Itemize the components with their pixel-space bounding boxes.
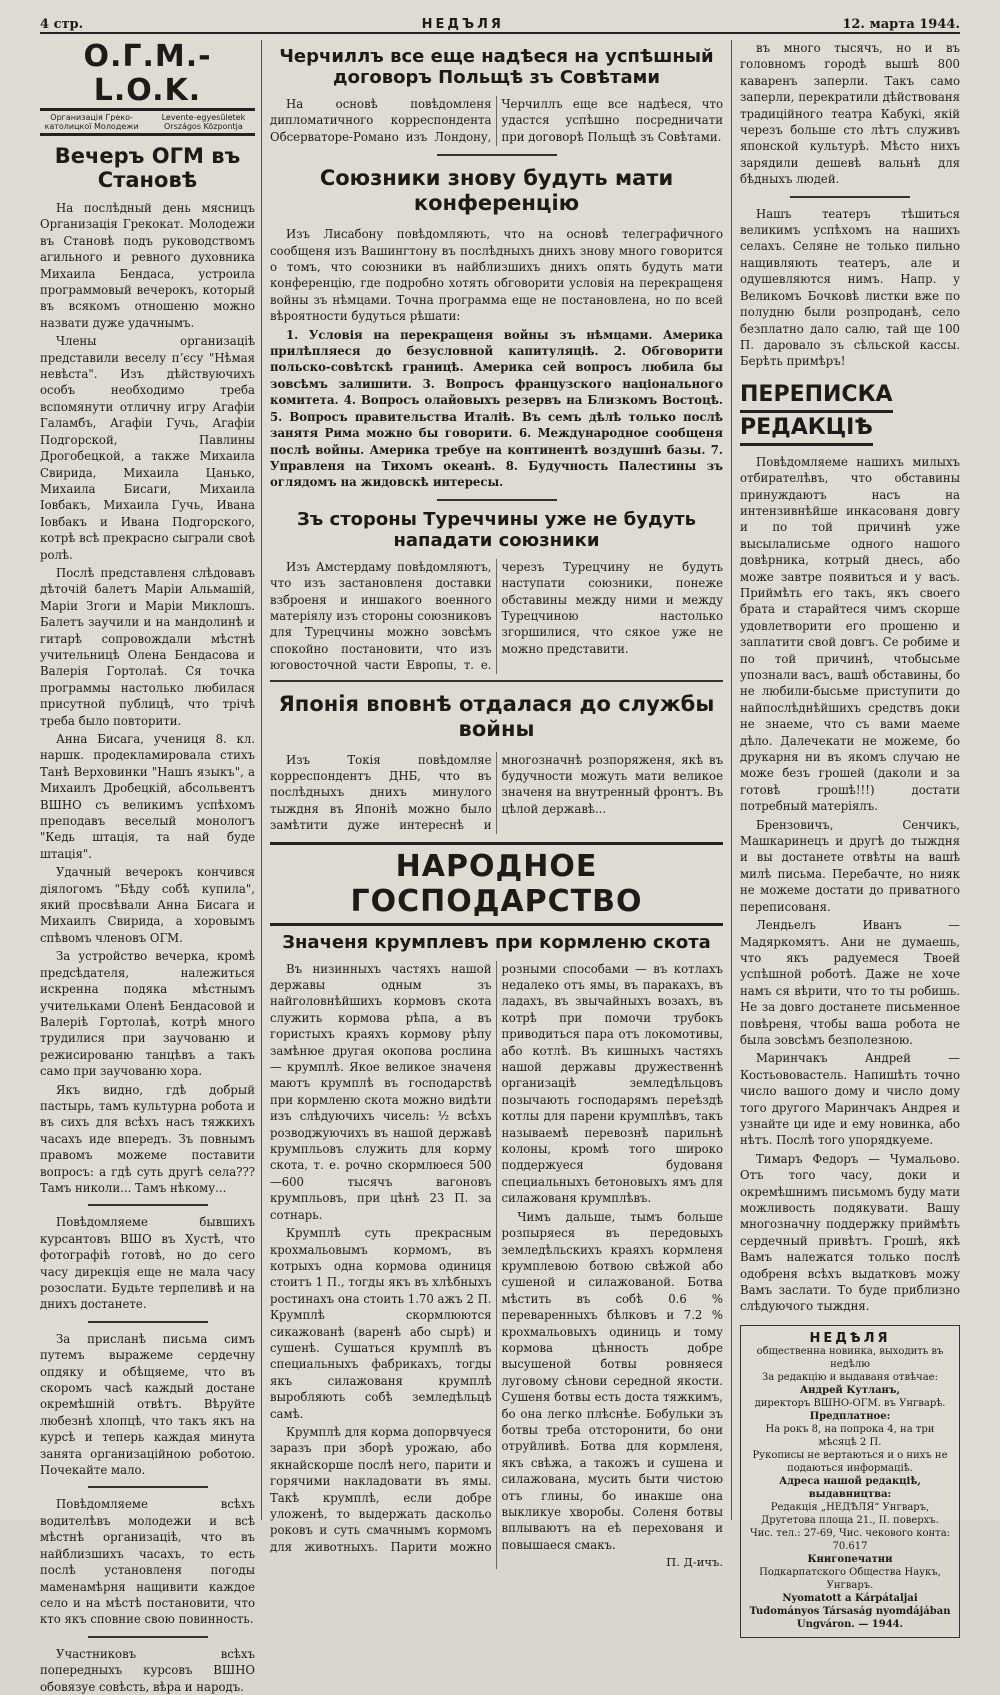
imprint-line: Адреса нашой редакціѣ, выдавництва: <box>779 1475 921 1500</box>
imprint-title: НЕДѢЛЯ <box>809 1330 891 1346</box>
imprint-line: Подкарпатского Общества Наукъ, Унгваръ. <box>759 1566 941 1591</box>
separator <box>88 1486 208 1488</box>
separator <box>88 1321 208 1323</box>
ogm-sub-right: Levente-egyesületek Országos Központja <box>161 113 246 131</box>
paragraph: Тимаръ Федоръ — Чумальово. Отъ того часу, доки и окремѣшнимъ письмомъ буду мати можливость подякувати. Вашу многозначну поддержку приймѣть сердечный привѣтъ. Грошѣ, якѣ Вамъ належатся только послѣ одобреня всѣхъ выдатковъ можу Вамъ заслати. То буде приблизно слѣдуючого тыждня. <box>740 1151 960 1314</box>
paragraph: Послѣ представленя слѣдовавъ дѣточій балетъ Маріи Альмашій, Маріи Згоги и Маріи Миклошъ. Балетъ заучили и на мандолинѣ и гитарѣ сопровождали мѣстнѣ учительницѣ Олена Бендасова и Валерія Гортолаѣ. Ся точка программы настолько любилася присутной публицѣ, что трічѣ треба было повторити. <box>40 565 255 728</box>
notice-theatre: Нашъ театеръ тѣшиться великимъ успѣхомъ на нашихъ селахъ. Селяне не только пильно нащивляють театеръ, але и одушевляются нимъ. Напр. у Великомъ Бочковѣ листки вже по полудню были розпроданѣ, село безплатно дало салю, тай ще 100 П. даровало зъ сѣльской кассы. Берѣть примѣръ! <box>740 206 960 369</box>
paragraph: Изъ Лисабону повѣдомляють, что на основѣ телеграфичного сообщеня изъ Вашингтону въ послѣдныхъ днихъ знову много говорится о томъ, что союзники въ найблизшихъ днихъ опять будуть мати конференцію, где подробно хотять обговорити условія на перекращеня войны зъ нѣмцами. Точна программа еще не постановлена, но по всей вѣроятности будуться рѣшати: <box>270 227 723 324</box>
notice-courses: Повѣдомляеме бывшихъ курсантовъ ВШО въ Хустѣ, что фотографіѣ готовѣ, но до сего часу дирекція еще не мала часу розослати. Будьте терпеливѣ и на днихъ достанете. <box>40 1215 255 1312</box>
imprint-line: На рокъ 8, на попрока 4, на три мѣсяцѣ 2 П. <box>765 1423 935 1448</box>
imprint-line: Рукописы не вертаються и о нихъ не подаються информаціѣ. <box>752 1449 948 1474</box>
page-header <box>40 8 960 34</box>
paragraph: Чимъ дальше, тымъ больше розпыряеся въ передовыхъ земледѣльскихъ краяхъ кормленя крумплевою ботвою свѣжой або сушеной и силажованой. Ботва мѣстить въ собѣ 0.6 % переваренныхъ бѣлковъ и 7.2 % крохмальовыхъ одиниць и тому кормова цѣнность добре высушеной ботвы ровняеся луговому сѣнови середной якости. Сушеня ботвы есть доста тяжкимъ, бо она легко плѣснѣе. Бобульки зъ ботвы треба отсторонити, бо они отруйливѣ. Ботва для кормленя, якъ свѣжа, а такожъ и сушена и силажована, мусить быти чистою отъ глины, бо инакше она выкликуе хворобы. Соленя ботвы вплываютъ на еѣ перехованя и повышаеся смакъ. <box>501 1209 723 1552</box>
article-body-churchill <box>270 96 723 146</box>
article-title-vecher: Вечеръ ОГМ въ Становѣ <box>54 144 241 192</box>
right-column <box>732 40 960 1630</box>
notice-participants: Участниковъ всѣхъ попередныхъ курсовъ ВШНО обовязуе совѣсть, вѣра и народъ. <box>40 1646 255 1694</box>
paragraph: Изъ Амстердаму повѣдомляютъ, что изъ застановленя доставки взброеня и иншакого военного матеріялу изъ стороны союзниковъ для Турецчины можно зовсѣмъ спокойно постановити, что изъ юговосточной части Европы, т. е. черезъ Турецчину не будуть наступати союзники, понеже обставины между ними и между Турецчиною настолько згоршилися, что сякое уже не можно представити. <box>270 559 723 673</box>
article-title-japan: Японія вповнѣ отдалася до службы войны <box>278 691 715 741</box>
separator <box>437 154 557 156</box>
imprint-line: Предплатное: <box>809 1410 891 1422</box>
imprint-line: Книгопечатни <box>807 1553 893 1565</box>
paragraph: Маринчакъ Андрей — Костьововастель. Напишѣть точно число вашого дому и число дому того другого Маринчакъ Андрея и узнайте ци иде и ему новинка, або нѣтъ. Послѣ того упорядкуеме. <box>740 1051 960 1148</box>
paragraph: За устройство вечерка, кромѣ предсѣдателя, належиться искренна подяка мѣстнымъ учительками Оленѣ Бендасовой и Валеріѣ Гортолаѣ, котрѣ много трудилися при заучованю и режисированю танцѣвъ а такъ само при заучованю хора. <box>40 949 255 1079</box>
paragraph: Анна Бисага, учениця 8. кл. наршк. продекламировала стихъ Танѣ Верховинки "Нашъ языкъ", а Михаилъ Дробецкій, абсольвентъ ВШНО съ великимъ успѣхомъ преподавъ веселый монологъ "Кедь штація, та най буде штація". <box>40 732 255 861</box>
article-body-japan <box>270 752 723 834</box>
correspondence-title <box>740 380 960 446</box>
article-title-turkey: Зъ стороны Туреччины уже не будуть нападати союзники <box>296 508 697 551</box>
paragraph: Крумплѣ для корма допорвчуеся заразъ при зборѣ урожаю, або якнайскорше послѣ него, парити и горячими накладовати въ ямы. Такѣ крумплѣ, если добре уложенѣ, то выдержать даскольо роковъ и суть смачнымъ кормомъ для животныхъ. Парити можно розными способами — въ котлахъ недалеко отъ ямы, въ паракахъ, въ ладахъ, въ звычайныхъ возахъ, въ котрѣ при помочи трубокъ приводиться пара отъ локомотивы, або котлѣ. Въ кишныхъ частяхъ нашой державы дружественнѣ организаціѣ земледѣльцовъ позычають господарямъ переѣздѣ котлы для парени крумплѣвъ, такъ называемѣ перевознѣ парильнѣ колоны, кромѣ того широко поддержуеся будованя специальныхъ бетоновыхъ ямъ для силажованя крумплѣвъ. <box>270 961 723 1554</box>
article-title-allies: Союзники знову будуть мати конференцію <box>319 166 674 216</box>
imprint-line: Андрей Кутланъ, <box>799 1384 901 1396</box>
separator <box>270 680 723 682</box>
separator <box>88 1204 208 1206</box>
imprint-box <box>740 1325 960 1638</box>
ogm-title: О.Г.М.-L.O.K. <box>83 39 212 108</box>
separator <box>437 499 557 501</box>
paragraph: На основѣ повѣдомленя дипломатичного корреспондента Обсерваторе-Романо изъ Лондону, Черчиллъ еще все надѣеся, что удастся успѣшно посредничати при договорѣ Польщѣ зъ Совѣтами. <box>270 97 723 144</box>
paragraph: На послѣдный день мясницъ Организація Грекокат. Молодежи въ Становѣ подъ руководствомъ агильного и ревного духовника Михаила Бендаса, устроила программовый вечерокъ, который въ всякомъ отношеню можно назвати дуже удачнымъ. <box>40 201 255 330</box>
imprint-line: Чис. тел.: 27-69, Чис. чекового конта: 70.617 <box>749 1527 951 1552</box>
imprint-line: Ungváron. — 1944. <box>796 1618 904 1630</box>
imprint-line: директоръ ВШНО-ОГМ. въ Унгварѣ. <box>754 1397 946 1409</box>
correspondence-title-1: ПЕРЕПИСКА <box>740 380 893 413</box>
correspondence-title-2: РЕДАКЦІѢ <box>740 413 873 446</box>
article-body-potatoes <box>270 961 723 1570</box>
notice-letters: За присланѣ письма симъ путемъ выражеме сердечну опдяку и обѣщяеме, что въ скоромъ часѣ каждый достане окремѣшній отвѣтъ. Вѣруйте любезнѣ хлопцѣ, что такъ якъ на курсѣ и теперь каждая минута занята организаційною роботою. Почекайте мало. <box>40 1331 255 1478</box>
article-title-potatoes: Значеня крумплевъ при кормленю скота <box>282 931 711 953</box>
ogm-subtitle <box>40 108 255 136</box>
ogm-sub-left: Организація Греко-католицкої Молодежи <box>44 113 139 131</box>
article-body-turkey <box>270 559 723 674</box>
paragraph: въ много тысячъ, но и въ головномъ городѣ вышѣ 800 каваренъ заперли. Такъ само заперли, перекратили дѣйствованя традиційного театра Кабукі, якій черезъ больше сто лѣтъ служивъ японской культурѣ. Мѣсто нихъ зарядили дешевѣ вальнѣ для бѣдныхъ людей. <box>740 41 960 187</box>
article-title-churchill: Черчиллъ все еще надѣеся на успѣшный договоръ Польщѣ зъ Совѣтами <box>279 46 714 88</box>
imprint-line: Nyomatott a Kárpátaljai Tudományos Társaság nyomdájában <box>749 1592 951 1617</box>
paragraph: 1. Условія на перекращеня войны зъ нѣмцами. Америка прилѣпляеся до безусловной капитуляціѣ. 2. Обговорити польско-совѣтскѣ границѣ. Америка сей вопросъ любила бы зовсѣмъ залишити. 3. Вопросъ французского національного комитета. 4. Вопросъ олайовыхъ резервъ на Близкомъ Востоцѣ. 5. Вопросъ правительства Италіѣ. Въ семъ дѣлѣ только послѣ занятя Рима можно бы говорити. 6. Международное сообщеня послѣ войны. Америка требуе на континентѣ воздушнѣ базы. 7. Управленя на Тихомъ океанѣ. 8. Будучность Палестины зъ оглядомъ на жидовскѣ интересы. <box>270 327 723 490</box>
paragraph: Удачный вечерокъ кончився діялогомъ "Бѣду собѣ купила", який просвѣвали Анна Бисага и Михаилъ Свирида, а хоровымъ спѣвомъ членовъ ОГМ. <box>40 865 255 945</box>
section-banner: НАРОДНОЕ ГОСПОДАРСТВО <box>270 842 723 926</box>
imprint-line: За редакцію и выдаваня отвѣчае: <box>762 1371 938 1383</box>
paragraph: Члены организаціѣ представили веселу пʼєсу "Нѣмая невѣста". Изъ дѣйствуючихъ особъ необходимо треба вспомянути отличну игру Агафіи Галамбъ, Агафіи Гучь, Агафіи Подгорской, Павлины Дрогобецкой, а также Михаила Свирида, Михаила Цанько, Михаила Бисаги, Михаила Іовбакъ, Михаила Гучь, Ивана Іовбакъ и Ивана Подгорского, котрѣ всѣ прекрасно сыграли своѣ ролѣ. <box>40 334 255 562</box>
paragraph: Брензовичъ, Сенчикъ, Машкаринецъ и другѣ до тыждня и вы достанете отвѣты на вашѣ милѣ письма. Перебачте, но нияк не можеме достати до приватного переписованя. <box>740 817 960 914</box>
paragraph: Повѣдомляеме нашихъ милыхъ отбирателѣвъ, что обставины принуждаютъ насъ на интензивнѣйше инкасованя довгу и по той причинѣ уже высылалисьме одного нашого довѣрника, котрый днесь, або може завтре появиться и у васъ. Приймѣть его такъ, якъ своего брата и старайтеся чимъ скорше удовлетворити его прошеню и заплатити свой довгъ. Се робиме и по той причинѣ, чтобысьме упознали васъ, вашѣ обставины, бо не любили-бысьме приступити до найпослѣднѣйшихъ средствъ доки не знаеме, что съ вами маеме дѣло. Далечекати не можеме, бо друкарня ни въ якомъ случаю не може безъ грошей (даколи и за готовѣ грошѣ!!!) достати потребный матеріялъ. <box>740 454 960 814</box>
separator <box>88 1636 208 1638</box>
paragraph: Лендьелъ Иванъ — Мадяркомятъ. Ани не думаешь, что якъ радуемеся Твоей успѣшной роботѣ. Даже не хоче намъ ся вѣрити, что то ты робишь. Не за довго достанете письменное повѣреня, чтобы ваша робота не была зовсѣмъ безполезною. <box>740 918 960 1047</box>
middle-column <box>262 40 732 1570</box>
paragraph: Въ низинныхъ частяхъ нашой державы одным зъ найголовнѣйшихъ кормовъ скота служить кормова рѣпа, а въ гористыхъ краяхъ кормову рѣпу замѣнюе другая окопова рослина — крумплѣ. Якое великое значеня маютъ крумплѣ въ господарствѣ при кормленю скота можно видѣти изъ слѣдуючихъ чисель: ½ всѣхъ розводжуючихъ въ нашой державѣ крумпльовъ служить для корму скота, т. е. рочно скормлюеся 500—600 тысячъ вагоновъ крумпльовъ, при цѣнѣ 23 П. за сотнарь. <box>270 961 492 1222</box>
left-column <box>40 39 262 1694</box>
imprint-line: Редакція „НЕДѢЛЯ“ Унгваръ, Другетова площа 21., II. поверхъ. <box>761 1501 939 1526</box>
paragraph: Изъ Токія повѣдомляе корреспондентъ ДНБ, что въ послѣдныхъ днихъ минулого тыждня въ Японіѣ можно было замѣтити дуже интереснѣ и многозначнѣ розпоряженя, якѣ въ будучности можуть мати великое значеня на внутренный фронтъ. Въ цѣлой державѣ... <box>270 752 723 833</box>
imprint-line: общественна новинка, выходить въ недѣлю <box>756 1345 944 1370</box>
paragraph: Крумплѣ суть прекрасным крохмальовымъ кормомъ, въ котрыхъ одна кормова одиниця стоитъ 1 П., тогды якъ въ хлѣбныхъ ростинахъ она стоить 1.70 ажъ 2 П. Крумплѣ скормлюются сикажованѣ (варенѣ або сырѣ) и сушенѣ. Сушаться крумплѣ въ специальныхъ фабрикахъ, тогды якъ силажованя крумплѣ выробляють собѣ земледѣльцѣ самѣ. <box>270 1226 492 1421</box>
article-author: П. Д-ичъ. <box>666 1555 723 1570</box>
paper-name: НЕДЪЛЯ <box>421 17 504 32</box>
separator <box>790 196 910 198</box>
page-number: 4 стр. <box>40 17 84 32</box>
issue-date: 12. марта 1944. <box>842 17 960 32</box>
paragraph: Якъ видно, гдѣ добрый пастырь, тамъ культурна робота и въ сихъ для всѣхъ насъ тяжкихъ часахъ иде впередъ. Зъ повнымъ правомъ можеме поставити вопросъ: а гдѣ суть другѣ села??? Тамъ николи... Тамъ нѣкому... <box>40 1082 255 1195</box>
notice-leaders: Повѣдомляеме всѣхъ водителѣвъ молодежи и всѣ мѣстнѣ организаціѣ, что въ найблизшихъ часахъ, то есть послѣ установленя погоды маменамѣрня нащивити каждое село и на мѣстѣ постановити, что кто якъ сповние свою повинность. <box>40 1497 255 1627</box>
